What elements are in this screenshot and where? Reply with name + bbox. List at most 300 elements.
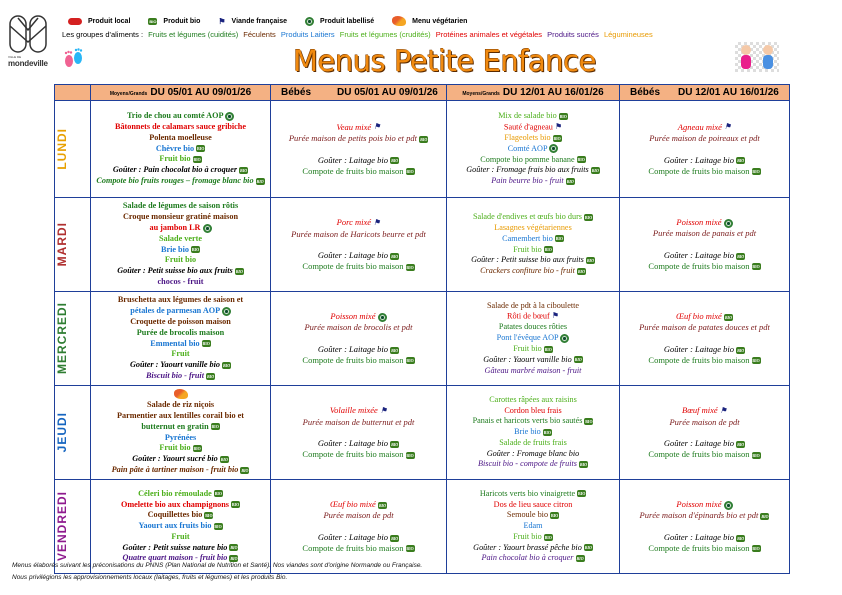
menu-item-text: Edam — [523, 521, 543, 531]
menu-item — [620, 543, 789, 554]
bio-badge-icon: BIO — [579, 462, 588, 468]
menu-item-text: Goûter : Pain chocolat bio à croquer — [112, 165, 238, 175]
bio-badge-icon: BIO — [220, 456, 228, 462]
menu-item-text: Pain beurre bio - fruit — [491, 176, 564, 186]
menu-item-text: Goûter : Laitage bio — [317, 532, 388, 542]
menu-cell-week1-moyens-grands — [91, 292, 271, 386]
menu-item — [449, 500, 617, 511]
menu-item — [449, 223, 617, 234]
menu-cell-week2-bebes — [620, 198, 790, 292]
menu-item — [93, 360, 268, 371]
menu-item — [93, 144, 268, 155]
menu-item — [449, 521, 617, 532]
menu-item — [93, 176, 268, 187]
bio-badge-icon: BIO — [391, 441, 399, 447]
menu-item-text: chocos - fruit — [157, 276, 204, 286]
footer-notes — [12, 560, 422, 584]
menu-item-text: Trio de chou au comté AOP — [126, 111, 223, 121]
menu-item-text: Mix de salade bio — [498, 111, 557, 121]
menu-item — [620, 438, 789, 449]
menu-item-text: Crackers confiture bio - fruit — [480, 266, 575, 276]
label-rouge-icon — [724, 501, 733, 510]
menu-item — [271, 122, 446, 133]
menu-item — [271, 322, 446, 333]
menu-item — [449, 333, 617, 344]
menu-item — [93, 245, 268, 256]
bio-badge-icon: BIO — [737, 535, 745, 541]
menu-item — [620, 166, 789, 177]
menu-item — [93, 465, 268, 476]
label-rouge-icon — [222, 307, 231, 316]
menu-cell-week2-bebes — [620, 480, 790, 574]
menu-item-text: Goûter : Laitage bio — [317, 250, 388, 261]
food-groups — [62, 30, 656, 39]
day-cell — [55, 101, 91, 198]
menu-item-text: Bâtonnets de calamars sauce gribiche — [115, 122, 246, 131]
menu-item — [449, 406, 617, 417]
french-meat-flag-icon: ⚑ — [218, 16, 226, 26]
label-rouge-icon — [560, 334, 569, 343]
bio-badge-icon: BIO — [574, 357, 582, 363]
logo-name: mondeville — [8, 59, 48, 68]
menu-item — [93, 411, 268, 422]
menu-item-text: Goûter : Fromage blanc bio — [486, 448, 580, 458]
menu-item-text: Purée maison de patates douces et pdt — [639, 322, 770, 333]
menu-item — [449, 255, 617, 266]
french-meat-flag-icon: ⚑ — [724, 122, 732, 132]
bio-badge-icon: BIO — [577, 268, 585, 274]
baby-boy-icon — [759, 43, 777, 71]
menu-item — [93, 317, 268, 328]
menu-item-text: Yaourt aux fruits bio — [138, 521, 212, 531]
menu-item-text: Pont l'évêque AOP — [496, 333, 559, 343]
vegetarian-menu-icon — [392, 16, 406, 26]
menu-item-text: Goûter : Laitage bio — [663, 250, 734, 260]
menu-item — [271, 417, 446, 428]
menu-item-text: Goûter : Laitage bio — [317, 154, 388, 165]
menu-item-text: Purée de brocolis maison — [136, 327, 225, 337]
col-group: Bébés — [630, 87, 661, 98]
header-week2-bebes — [620, 85, 790, 101]
bio-badge-icon: BIO — [752, 358, 760, 364]
bio-badge-icon: BIO — [391, 535, 399, 541]
french-meat-flag-icon: ⚑ — [554, 121, 563, 131]
menu-item — [620, 122, 789, 133]
menu-item — [93, 223, 268, 234]
menu-item — [93, 489, 268, 500]
menu-item-text: Compote de fruits bio maison — [648, 449, 750, 460]
page-title: Menus Petite Enfance — [293, 44, 596, 78]
menu-item-text: Compote de fruits bio maison — [648, 260, 750, 271]
legend-label: Menu végétarien — [412, 17, 468, 25]
menu-item — [449, 245, 617, 256]
menu-item-text: Salade d'endives et œufs bio durs — [472, 212, 582, 222]
menu-item — [93, 532, 268, 543]
bio-badge-icon: BIO — [555, 236, 564, 242]
legend-bio — [148, 18, 200, 25]
legend-label: Produit labellisé — [320, 17, 375, 25]
menu-item — [620, 250, 789, 261]
menu-cell-week2-moyens-grands — [447, 386, 620, 480]
bio-badge-icon: BIO — [420, 136, 428, 142]
menu-item — [449, 449, 617, 460]
menu-item-text: Poisson mixé — [330, 311, 376, 322]
menu-item-text: Bœuf mixé — [682, 405, 718, 416]
menu-item — [449, 176, 617, 187]
menu-item-text: Goûter : Laitage bio — [317, 438, 388, 449]
day-row-mercredi — [55, 292, 790, 386]
bio-badge-icon: BIO — [586, 257, 594, 263]
menu-item — [449, 165, 617, 176]
bio-badge-icon: BIO — [235, 268, 243, 274]
french-meat-flag-icon: ⚑ — [379, 405, 388, 415]
menu-item-text: Parmentier aux lentilles corail bio et — [117, 410, 244, 420]
bio-badge-icon: BIO — [553, 135, 561, 141]
menu-item-text: Chèvre bio — [155, 143, 195, 153]
french-meat-flag-icon: ⚑ — [373, 122, 381, 132]
legend-label: Viande française — [231, 17, 288, 25]
menu-item — [93, 133, 268, 144]
menu-item-text: Compote de fruits bio maison — [302, 449, 404, 460]
menu-item — [271, 166, 446, 177]
day-cell — [55, 292, 91, 386]
bio-badge-icon: BIO — [256, 178, 264, 184]
menu-item-text: Quatre quart maison - fruit bio — [122, 553, 228, 563]
bio-badge-icon: BIO — [752, 546, 760, 552]
col-dates: DU 12/01 AU 16/01/26 — [678, 87, 779, 98]
menu-item-text: Purée maison de panais et pdt — [652, 228, 757, 239]
label-rouge-icon — [203, 224, 212, 233]
menu-item — [271, 355, 446, 366]
day-label: LUNDI — [55, 128, 69, 170]
baby-feet-icon — [62, 46, 86, 70]
menu-item-text: Flageolets bio — [504, 132, 551, 142]
table-header-row — [55, 85, 790, 101]
menu-item-text: Goûter : Laitage bio — [663, 438, 734, 449]
bio-badge-icon: BIO — [391, 253, 399, 259]
menu-item-text: Biscuit bio - fruit — [145, 370, 204, 380]
menu-item — [271, 543, 446, 554]
menu-item — [449, 212, 617, 223]
bio-badge-icon: BIO — [584, 214, 593, 220]
menu-item — [620, 355, 789, 366]
menu-item — [271, 499, 446, 510]
menu-item — [271, 449, 446, 460]
menu-item — [620, 510, 789, 521]
menu-item-text: Rôti de bœuf — [507, 311, 550, 321]
bio-badge-icon: BIO — [591, 167, 599, 173]
menu-item — [93, 510, 268, 521]
menu-item — [449, 344, 617, 355]
menu-item-text: au jambon LR — [149, 222, 201, 232]
header-week2-mg — [447, 85, 620, 101]
bio-badge-icon: BIO — [406, 264, 414, 270]
bio-badge-icon: BIO — [193, 445, 201, 451]
menu-item-text: Purée maison de butternut et pdt — [302, 416, 415, 427]
menu-item — [620, 311, 789, 322]
col-group: Moyens/Grands — [462, 91, 500, 97]
menu-item-text: Compote de fruits bio maison — [648, 165, 750, 176]
bio-badge-icon: BIO — [585, 418, 593, 424]
bio-badge-icon: BIO — [206, 373, 215, 379]
bio-badge-icon: BIO — [577, 157, 585, 163]
menu-item — [449, 301, 617, 312]
menu-item — [620, 344, 789, 355]
day-row-mardi — [55, 198, 790, 292]
menu-item — [449, 122, 617, 133]
menu-item-text: Poisson mixé — [676, 217, 722, 228]
footer-line-2: Nous privilégions les approvisionnements locaux (laitages, fruits et légumes) et les produits Bio. — [12, 574, 288, 581]
local-badge-icon — [68, 18, 82, 25]
menu-item-text: Haricots verts bio vinaigrette — [479, 488, 576, 498]
menu-item — [620, 417, 789, 428]
menu-item-text: Carottes râpées aux raisins — [489, 394, 577, 404]
menu-item — [93, 371, 268, 382]
menu-item-text: Goûter : Petit suisse bio aux fruits — [471, 255, 584, 265]
menu-item-text: Goûter : Yaourt sucré bio — [132, 454, 218, 464]
label-rouge-icon — [724, 219, 733, 228]
day-label: VENDREDI — [55, 491, 69, 562]
bio-badge-icon: BIO — [543, 429, 551, 435]
menu-item — [449, 155, 617, 166]
menu-item-text: Salade de légumes de saison rôtis — [122, 201, 239, 211]
day-cell — [55, 198, 91, 292]
menu-item-text: Pain pâte à tartiner maison - fruit bio — [111, 464, 239, 474]
menu-item — [93, 111, 268, 122]
bio-badge-icon: BIO — [544, 247, 552, 253]
menu-item — [93, 306, 268, 317]
menu-item-text: Camembert bio — [502, 233, 553, 243]
bio-badge-icon: BIO — [214, 491, 223, 497]
bio-badge-icon: BIO — [193, 157, 201, 163]
menu-item — [449, 553, 617, 564]
menu-item-text: Croque monsieur gratiné maison — [122, 212, 238, 222]
menu-item — [93, 165, 268, 176]
menu-item — [620, 228, 789, 239]
menu-cell-week1-moyens-grands — [91, 198, 271, 292]
bio-badge-icon: BIO — [214, 523, 222, 529]
menu-item-text: Compote de fruits bio maison — [302, 261, 404, 272]
menu-item-text: Fruit bio — [513, 531, 542, 541]
bio-badge-icon: BIO — [230, 556, 238, 562]
menu-item-text: Panais et haricots verts bio sautés — [472, 416, 583, 426]
menu-item-text: Salade de pdt à la ciboulette — [486, 300, 580, 310]
day-row-jeudi — [55, 386, 790, 480]
menu-item-text: Goûter : Petit suisse nature bio — [122, 542, 228, 552]
legend-label — [305, 17, 374, 26]
bio-badge-icon: BIO — [544, 534, 552, 540]
menu-item — [449, 111, 617, 122]
menu-item — [449, 395, 617, 406]
menu-item — [449, 311, 617, 322]
bio-badge-icon: BIO — [752, 169, 760, 175]
menu-item — [620, 532, 789, 543]
menu-item-text: Goûter : Yaourt vanille bio — [129, 360, 221, 370]
menu-cell-week1-moyens-grands — [91, 101, 271, 198]
day-label: JEUDI — [55, 412, 69, 453]
menu-item-text: Semoule bio — [506, 510, 549, 520]
menu-item — [271, 229, 446, 240]
menu-item — [449, 438, 617, 449]
menu-cell-week2-bebes — [620, 101, 790, 198]
menu-item-text: Porc mixé — [336, 217, 372, 228]
menu-item-text: Goûter : Laitage bio — [663, 344, 734, 354]
bio-badge-icon: BIO — [391, 347, 399, 353]
bio-badge-icon: BIO — [406, 169, 414, 175]
french-meat-flag-icon: ⚑ — [373, 217, 381, 227]
menu-item — [93, 328, 268, 339]
menu-cell-week2-bebes — [620, 292, 790, 386]
menu-item — [449, 322, 617, 333]
menu-item-text: Compote de fruits bio maison — [648, 354, 750, 365]
menu-item — [620, 499, 789, 510]
menu-item — [449, 366, 617, 377]
menu-item-text: Comté AOP — [507, 143, 548, 153]
menu-cell-week2-moyens-grands — [447, 292, 620, 386]
menu-item-text: Veau mixé — [336, 121, 372, 132]
group-crudites: Fruits et légumes (crudités) — [339, 30, 431, 39]
bio-badge-icon: BIO — [205, 512, 213, 518]
col-group: Moyens/Grands — [109, 91, 148, 97]
label-rouge-icon — [378, 313, 387, 322]
menu-item-text: Purée maison de brocolis et pdt — [304, 322, 413, 333]
menu-item-text: Fruit bio — [513, 244, 542, 254]
menu-item — [93, 433, 268, 444]
menu-item-text: Emmental bio — [150, 338, 200, 348]
menu-item — [449, 489, 617, 500]
legend-vegetarien — [392, 16, 467, 26]
menu-item-text: Goûter : Fromage frais bio aux fruits — [466, 165, 589, 175]
bio-badge-icon: BIO — [761, 513, 769, 519]
day-row-lundi — [55, 101, 790, 198]
menu-item — [93, 122, 268, 133]
menu-item-text: Purée maison de poireaux et pdt — [649, 133, 760, 144]
menu-cell-week1-bebes — [271, 386, 447, 480]
group-cuidites: Fruits et légumes (cuidités) — [148, 30, 239, 39]
menu-item — [93, 295, 268, 306]
menu-item-text: Goûter : Laitage bio — [317, 344, 388, 354]
bio-badge-icon: BIO — [197, 146, 205, 152]
bio-badge-icon: BIO — [211, 424, 219, 430]
menu-item — [93, 212, 268, 223]
menu-item — [93, 201, 268, 212]
menu-item — [271, 532, 446, 543]
bio-badge-icon: BIO — [378, 502, 387, 508]
menu-item-text: Goûter : Laitage bio — [663, 154, 734, 165]
menu-item-text: Céleri bio rémoulade — [138, 488, 212, 498]
menu-item — [449, 266, 617, 277]
menu-item — [93, 500, 268, 511]
menu-item — [93, 443, 268, 454]
menu-item — [620, 449, 789, 460]
mondeville-logo — [6, 14, 52, 70]
menu-item-text: Purée maison de Haricots beurre et pdt — [291, 228, 426, 239]
menu-item-text: Dos de lieu sauce citron — [493, 499, 573, 509]
menu-cell-week2-bebes — [620, 386, 790, 480]
day-label: MERCREDI — [55, 302, 69, 375]
menu-item-text: butternut en gratin — [141, 421, 209, 431]
babies-illustration — [735, 42, 779, 72]
menu-item-text: Compote bio fruits rouges – fromage blanc bio — [96, 175, 254, 185]
logo-ville: VILLE DE — [8, 55, 22, 59]
menu-item-text: Omelette bio aux champignons — [120, 499, 229, 509]
menu-item — [93, 339, 268, 350]
bio-badge-icon: BIO — [737, 441, 745, 447]
menu-item-text: Purée maison d'épinards bio et pdt — [639, 510, 759, 521]
bio-badge-icon: BIO — [191, 247, 200, 253]
bio-badge-icon: BIO — [223, 362, 231, 368]
menu-cell-week1-moyens-grands — [91, 386, 271, 480]
menu-item — [271, 405, 446, 416]
menu-item — [93, 543, 268, 554]
menu-item-text: Goûter : Petit suisse bio aux fruits — [117, 266, 233, 276]
french-meat-flag-icon: ⚑ — [551, 311, 559, 321]
menu-item-text: Fruit bio — [159, 443, 191, 453]
group-legumineuses: Légumineuses — [603, 30, 653, 39]
bio-badge-icon: BIO — [737, 158, 745, 164]
label-rouge-icon — [305, 17, 314, 26]
menu-item-text: Purée maison de pdt — [323, 510, 394, 521]
menu-item — [271, 133, 446, 144]
menu-item — [449, 133, 617, 144]
menu-item — [271, 311, 446, 322]
col-dates: DU 12/01 AU 16/01/26 — [502, 87, 604, 98]
menu-cell-week1-bebes — [271, 101, 447, 198]
menu-item-text: Œuf bio mixé — [676, 311, 722, 322]
menu-item-text: Salade de fruits frais — [499, 437, 567, 447]
menu-item-text: Sauté d'agneau — [503, 122, 553, 132]
menu-item — [620, 405, 789, 416]
menu-item-text: Pyrénées — [164, 432, 197, 442]
menu-item-text: Purée maison de petits pois bio et pdt — [288, 133, 418, 144]
menu-item — [449, 416, 617, 427]
menu-item — [620, 133, 789, 144]
bio-badge-icon: BIO — [406, 358, 414, 364]
menu-item-text: pétales de parmesan AOP — [130, 306, 220, 316]
menu-item — [449, 355, 617, 366]
menu-item — [93, 349, 268, 360]
menu-item-text: Poisson mixé — [676, 499, 722, 510]
menu-item — [449, 144, 617, 155]
group-laitiers: Produits Laitiers — [280, 30, 335, 39]
bio-badge-icon: BIO — [231, 502, 240, 508]
bio-badge-icon: BIO — [230, 545, 238, 551]
bio-badge-icon: BIO — [550, 512, 559, 518]
label-rouge-icon — [225, 112, 234, 121]
menu-item-text: Biscuit bio - compote de fruits — [478, 459, 577, 469]
menu-item-text: Fruit — [171, 531, 190, 541]
group-sucres: Produits sucrés — [547, 30, 599, 39]
bio-badge-icon: BIO — [544, 346, 552, 352]
header-week1-bebes — [271, 85, 447, 101]
menu-cell-week1-bebes — [271, 198, 447, 292]
bio-badge-icon: BIO — [391, 158, 399, 164]
menu-item-text: Goûter : Yaourt brassé pêche bio — [473, 542, 582, 552]
menu-item — [93, 422, 268, 433]
menu-item-text: Coquillettes bio — [147, 510, 203, 520]
menu-item-text: Croquette de poisson maison — [130, 316, 231, 326]
menu-item-text: Compote de fruits bio maison — [302, 542, 404, 553]
group-feculents: Féculents — [243, 30, 276, 39]
col-group: Bébés — [281, 87, 312, 98]
label-rouge-icon — [549, 144, 558, 153]
menu-item — [271, 438, 446, 449]
menu-item-text: Goûter : Yaourt vanille bio — [483, 354, 572, 364]
menu-cell-week2-moyens-grands — [447, 480, 620, 574]
legend-viande — [218, 17, 287, 26]
menu-cell-week2-moyens-grands — [447, 198, 620, 292]
menu-item — [271, 217, 446, 228]
